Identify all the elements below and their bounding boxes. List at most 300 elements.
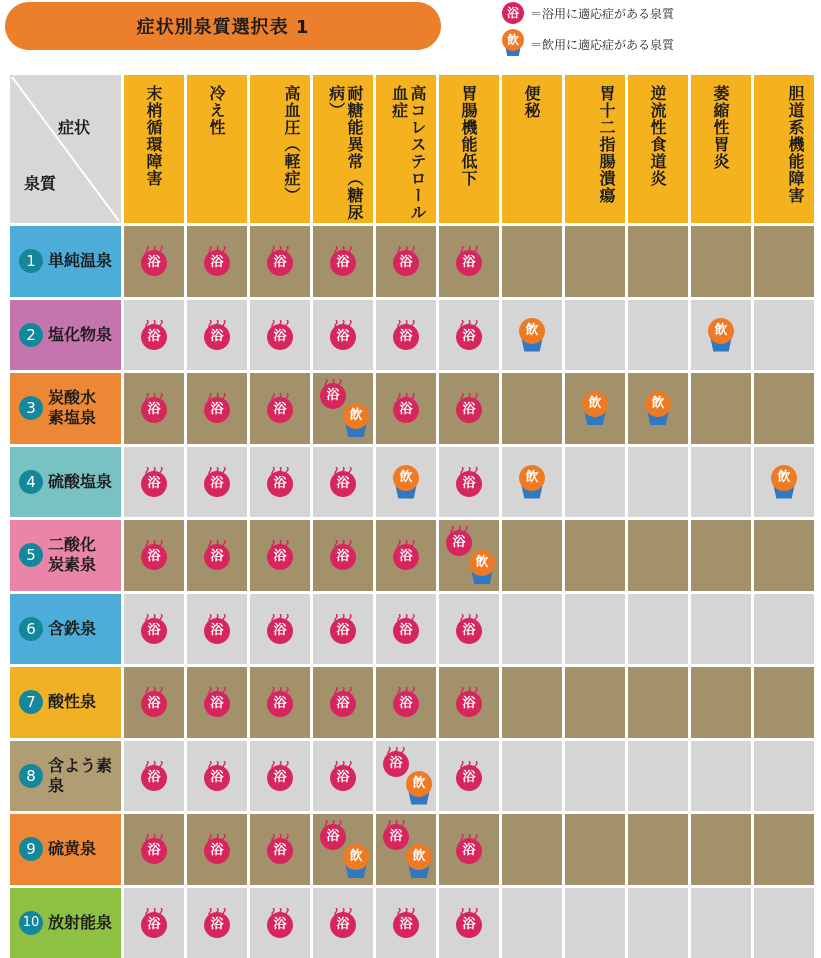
- table-cell: [628, 814, 688, 885]
- bath-hot-spring-icon: [204, 608, 230, 646]
- table-cell: [754, 814, 814, 885]
- bath-hot-spring-icon: [267, 681, 293, 719]
- bath-hot-spring-icon: [267, 755, 293, 793]
- table-cell: [691, 226, 751, 297]
- table-cell: [124, 520, 184, 591]
- table-cell: [502, 888, 562, 958]
- table-cell: [565, 300, 625, 371]
- table-cell: [250, 888, 310, 958]
- bath-badge: 浴: [204, 544, 230, 570]
- bath-hot-spring-icon: [456, 314, 482, 352]
- bath-hot-spring-icon: [330, 902, 356, 940]
- table-cell: [439, 888, 499, 958]
- row-number-badge: 6: [19, 617, 43, 641]
- bath-hot-spring-icon: [267, 608, 293, 646]
- column-header: [439, 75, 499, 223]
- bath-badge: 浴: [267, 324, 293, 350]
- table-cell: [376, 226, 436, 297]
- spring-type-name: 硫酸塩泉: [48, 472, 112, 492]
- bath-hot-spring-icon: [204, 534, 230, 572]
- table-cell: [187, 520, 247, 591]
- spring-type-name: 放射能泉: [48, 913, 112, 933]
- bath-badge: 浴: [393, 324, 419, 350]
- bath-badge: 浴: [141, 324, 167, 350]
- bath-badge: 浴: [446, 530, 472, 556]
- column-header: [187, 75, 247, 223]
- bath-hot-spring-icon: [456, 681, 482, 719]
- column-header: [754, 75, 814, 223]
- table-cell: [313, 300, 373, 371]
- bath-hot-spring-icon: [330, 755, 356, 793]
- bath-badge: 浴: [267, 397, 293, 423]
- table-cell: [628, 667, 688, 738]
- table-cell: [376, 888, 436, 958]
- spring-type-name: 二酸化 炭素泉: [48, 535, 96, 575]
- table-cell: [691, 667, 751, 738]
- page-title: 症状別泉質選択表 1: [5, 2, 441, 50]
- table-cell: [376, 667, 436, 738]
- bath-hot-spring-icon: [393, 534, 419, 572]
- table-cell: [313, 667, 373, 738]
- column-header-label: 胃腸機能低下: [459, 85, 477, 187]
- table-cell: [628, 226, 688, 297]
- drink-cup-icon: [644, 391, 672, 429]
- bath-hot-spring-icon: [204, 461, 230, 499]
- bath-badge: 浴: [456, 618, 482, 644]
- table-cell: [628, 520, 688, 591]
- table-cell: [250, 520, 310, 591]
- table-cell: [691, 888, 751, 958]
- table-cell: [187, 373, 247, 444]
- table-cell: [502, 447, 562, 518]
- bath-badge: 浴: [204, 838, 230, 864]
- spring-type-name: 含鉄泉: [48, 619, 96, 639]
- bath-hot-spring-icon: [267, 314, 293, 352]
- table-cell: [502, 814, 562, 885]
- table-cell: [376, 520, 436, 591]
- bath-hot-spring-icon: [456, 387, 482, 425]
- table-cell: [124, 814, 184, 885]
- bath-badge: 浴: [204, 765, 230, 791]
- drink-cup-icon: [518, 465, 546, 503]
- bath-badge: 浴: [204, 912, 230, 938]
- drink-cup-icon: [405, 771, 433, 809]
- table-cell: [250, 741, 310, 812]
- table-cell: [502, 373, 562, 444]
- bath-badge: 浴: [330, 912, 356, 938]
- row-label-6: [10, 594, 121, 665]
- table-cell: [502, 594, 562, 665]
- bath-badge: 浴: [456, 324, 482, 350]
- table-cell: [628, 447, 688, 518]
- column-header-label: 高血圧（軽症）: [282, 85, 300, 204]
- row-number-badge: 4: [19, 470, 43, 494]
- table-cell: [376, 594, 436, 665]
- bath-badge: 浴: [141, 544, 167, 570]
- drink-cup-icon: [392, 465, 420, 503]
- spring-type-name: 炭酸水 素塩泉: [48, 388, 96, 428]
- bath-hot-spring-icon: [393, 608, 419, 646]
- bath-hot-spring-icon: [330, 608, 356, 646]
- row-number-badge: 9: [19, 837, 43, 861]
- table-cell: [754, 520, 814, 591]
- bath-badge: 浴: [320, 383, 346, 409]
- column-header-label: 萎縮性胃炎: [711, 85, 729, 170]
- table-cell: [628, 741, 688, 812]
- drink-badge: 飲: [343, 403, 369, 429]
- column-header: [124, 75, 184, 223]
- bath-hot-spring-icon: [141, 681, 167, 719]
- bath-hot-spring-icon: [393, 387, 419, 425]
- bath-badge: 浴: [320, 824, 346, 850]
- bath-hot-spring-icon: [456, 828, 482, 866]
- table-cell: [628, 594, 688, 665]
- table-cell: [124, 594, 184, 665]
- bath-hot-spring-icon: [141, 387, 167, 425]
- bath-badge: 浴: [456, 471, 482, 497]
- column-header: [502, 75, 562, 223]
- drink-badge: 飲: [393, 465, 419, 491]
- column-header-label: 耐糖能異常（糖尿病）: [326, 85, 363, 223]
- table-cell: [754, 226, 814, 297]
- bath-badge: 浴: [141, 912, 167, 938]
- row-number-badge: 3: [19, 396, 43, 420]
- legend-bath: [502, 0, 674, 26]
- table-cell: [313, 520, 373, 591]
- bath-badge: 浴: [267, 838, 293, 864]
- drink-badge: 飲: [469, 550, 495, 576]
- legend-drink: [502, 31, 674, 57]
- table-cell: [187, 447, 247, 518]
- bath-badge: 浴: [267, 544, 293, 570]
- table-cell: [187, 300, 247, 371]
- bath-hot-spring-icon: [267, 534, 293, 572]
- bath-badge: 浴: [204, 250, 230, 276]
- table-cell: [754, 300, 814, 371]
- bath-badge: 浴: [456, 397, 482, 423]
- bath-badge: 浴: [141, 838, 167, 864]
- table-cell: [439, 520, 499, 591]
- bath-badge: 浴: [141, 471, 167, 497]
- table-cell: [250, 594, 310, 665]
- column-header: [691, 75, 751, 223]
- bath-hot-spring-icon: [267, 828, 293, 866]
- row-label-2: [10, 300, 121, 371]
- table-cell: [439, 373, 499, 444]
- bath-hot-spring-icon: [393, 240, 419, 278]
- bath-hot-spring-icon: [141, 314, 167, 352]
- table-cell: [565, 447, 625, 518]
- table-cell: [439, 447, 499, 518]
- bath-badge: 浴: [204, 471, 230, 497]
- table-cell: [565, 373, 625, 444]
- bath-hot-spring-icon: [393, 314, 419, 352]
- table-cell: [439, 300, 499, 371]
- bath-hot-spring-icon: [456, 461, 482, 499]
- bath-badge: 浴: [330, 765, 356, 791]
- table-cell: [124, 667, 184, 738]
- table-cell: [313, 814, 373, 885]
- table-cell: [376, 447, 436, 518]
- bath-badge: 浴: [141, 618, 167, 644]
- table-cell: [691, 373, 751, 444]
- row-number-badge: 1: [19, 249, 43, 273]
- column-header-label: 便秘: [522, 85, 540, 119]
- table-cell: [754, 594, 814, 665]
- bath-hot-spring-icon: [456, 240, 482, 278]
- column-header: [313, 75, 373, 223]
- bath-hot-spring-icon: [141, 755, 167, 793]
- bath-hot-spring-icon: [393, 681, 419, 719]
- table-cell: [628, 373, 688, 444]
- spring-type-name: 塩化物泉: [48, 325, 112, 345]
- row-label-5: [10, 520, 121, 591]
- row-label-3: [10, 373, 121, 444]
- drink-cup-icon: [342, 844, 370, 882]
- bath-hot-spring-icon: [204, 314, 230, 352]
- bath-hot-spring-icon: [141, 902, 167, 940]
- column-header: [376, 75, 436, 223]
- bath-hot-spring-icon: [267, 902, 293, 940]
- table-cell: [124, 226, 184, 297]
- bath-badge: 浴: [204, 618, 230, 644]
- table-cell: [565, 741, 625, 812]
- bath-badge: 浴: [330, 324, 356, 350]
- bath-hot-spring-icon: [141, 534, 167, 572]
- bath-hot-spring-icon: [330, 240, 356, 278]
- table-cell: [502, 520, 562, 591]
- table-cell: [502, 226, 562, 297]
- drink-cup-icon: [707, 318, 735, 356]
- table-cell: [754, 741, 814, 812]
- bath-badge: 浴: [267, 912, 293, 938]
- drink-cup-icon: [405, 844, 433, 882]
- bath-hot-spring-icon: [204, 240, 230, 278]
- bath-hot-spring-icon: [456, 608, 482, 646]
- table-cell: [376, 373, 436, 444]
- bath-badge: 浴: [330, 544, 356, 570]
- column-header-label: 胆道系機能障害: [786, 85, 804, 204]
- bath-badge: 浴: [456, 250, 482, 276]
- bath-hot-spring-icon: [141, 608, 167, 646]
- table-cell: [187, 667, 247, 738]
- table-cell: [313, 594, 373, 665]
- bath-badge: 浴: [330, 691, 356, 717]
- table-cell: [124, 447, 184, 518]
- table-cell: [187, 888, 247, 958]
- row-label-10: [10, 888, 121, 958]
- bath-badge: 浴: [393, 691, 419, 717]
- bath-badge: 浴: [330, 618, 356, 644]
- drink-cup-icon: [581, 391, 609, 429]
- table-cell: [691, 814, 751, 885]
- table-cell: [691, 520, 751, 591]
- drink-cup-icon: [468, 550, 496, 588]
- bath-badge: 浴: [456, 765, 482, 791]
- bath-badge: 浴: [456, 912, 482, 938]
- column-header-label: 末梢循環障害: [144, 85, 162, 187]
- table-cell: [691, 741, 751, 812]
- bath-hot-spring-icon: [456, 755, 482, 793]
- table-cell: [250, 667, 310, 738]
- table-cell: [565, 520, 625, 591]
- bath-badge: 浴: [393, 397, 419, 423]
- table-cell: [313, 373, 373, 444]
- drink-badge: 飲: [582, 391, 608, 417]
- table-cell: [250, 814, 310, 885]
- bath-badge: 浴: [141, 250, 167, 276]
- bath-hot-spring-icon: [267, 240, 293, 278]
- row-number-badge: 2: [19, 323, 43, 347]
- table-cell: [250, 226, 310, 297]
- table-cell: [439, 226, 499, 297]
- table-cell: [313, 888, 373, 958]
- drink-cup-icon: [342, 403, 370, 441]
- drink-badge: 飲: [406, 844, 432, 870]
- table-cell: [754, 373, 814, 444]
- bath-hot-spring-icon: [204, 902, 230, 940]
- bath-hot-spring-icon: [330, 314, 356, 352]
- bath-hot-spring-icon: [141, 828, 167, 866]
- table-cell: [691, 300, 751, 371]
- bath-badge: 浴: [393, 250, 419, 276]
- bath-badge: 浴: [204, 324, 230, 350]
- table-cell: [250, 447, 310, 518]
- drink-badge: 飲: [519, 318, 545, 344]
- row-number-badge: 8: [19, 764, 43, 788]
- table-cell: [376, 741, 436, 812]
- bath-badge: 浴: [204, 397, 230, 423]
- table-cell: [313, 226, 373, 297]
- bath-hot-spring-icon: [330, 681, 356, 719]
- table-cell: [754, 888, 814, 958]
- bath-badge: 浴: [383, 751, 409, 777]
- bath-hot-spring-icon: [204, 828, 230, 866]
- bath-badge: 浴: [456, 691, 482, 717]
- table-cell: [124, 300, 184, 371]
- bath-hot-spring-icon: [204, 387, 230, 425]
- bath-badge: 浴: [456, 838, 482, 864]
- spring-type-name: 単純温泉: [48, 251, 112, 271]
- bath-badge: 浴: [267, 765, 293, 791]
- table-cell: [565, 814, 625, 885]
- drink-badge: 飲: [771, 465, 797, 491]
- table-cell: [565, 888, 625, 958]
- table-cell: [754, 667, 814, 738]
- drink-cup-icon: [518, 318, 546, 356]
- bath-badge: 浴: [141, 397, 167, 423]
- bath-badge: 浴: [204, 691, 230, 717]
- table-cell: [439, 814, 499, 885]
- drink-badge: 飲: [645, 391, 671, 417]
- bath-hot-spring-icon: [393, 902, 419, 940]
- column-header-label: 冷え性: [207, 85, 225, 136]
- table-cell: [565, 667, 625, 738]
- drink-badge: 飲: [406, 771, 432, 797]
- drink-badge: 飲: [708, 318, 734, 344]
- bath-badge: 浴: [141, 765, 167, 791]
- table-cell: [250, 300, 310, 371]
- row-number-badge: 5: [19, 543, 43, 567]
- table-cell: [628, 300, 688, 371]
- drink-legend-icon: 飲: [502, 29, 524, 59]
- table-cell: [187, 814, 247, 885]
- table-cell: [124, 373, 184, 444]
- table-cell: [565, 226, 625, 297]
- column-header-label: 逆流性食道炎: [648, 85, 666, 187]
- table-cell: [565, 594, 625, 665]
- bath-badge: 浴: [267, 471, 293, 497]
- bath-legend-icon: 浴: [502, 2, 524, 24]
- table-cell: [691, 447, 751, 518]
- bath-hot-spring-icon: [267, 387, 293, 425]
- table-cell: [124, 741, 184, 812]
- bath-badge: 浴: [267, 618, 293, 644]
- bath-badge: 浴: [267, 250, 293, 276]
- legend-bath-text: ＝浴用に適応症がある泉質: [530, 5, 674, 22]
- table-cell: [502, 741, 562, 812]
- bath-badge: 浴: [141, 691, 167, 717]
- bath-hot-spring-icon: [330, 534, 356, 572]
- corner-spring-label: 泉質: [24, 171, 56, 194]
- row-label-8: [10, 741, 121, 812]
- row-number-badge: 10: [19, 911, 43, 935]
- table-cell: [502, 667, 562, 738]
- legend-drink-text: ＝飲用に適応症がある泉質: [530, 36, 674, 53]
- table-cell: [187, 741, 247, 812]
- row-label-7: [10, 667, 121, 738]
- table-cell: [502, 300, 562, 371]
- bath-hot-spring-icon: [141, 240, 167, 278]
- row-label-1: [10, 226, 121, 297]
- column-header: [565, 75, 625, 223]
- row-number-badge: 7: [19, 690, 43, 714]
- bath-hot-spring-icon: [267, 461, 293, 499]
- row-label-4: [10, 447, 121, 518]
- column-header: [250, 75, 310, 223]
- bath-badge: 浴: [330, 471, 356, 497]
- table-cell: [439, 594, 499, 665]
- table-cell: [691, 594, 751, 665]
- bath-hot-spring-icon: [204, 681, 230, 719]
- table-cell: [313, 447, 373, 518]
- table-cell: [439, 667, 499, 738]
- bath-hot-spring-icon: [141, 461, 167, 499]
- bath-badge: 浴: [393, 912, 419, 938]
- table-cell: [376, 814, 436, 885]
- column-header-label: 高コレステロール血症: [389, 85, 426, 223]
- spring-type-name: 硫黄泉: [48, 839, 96, 859]
- table-cell: [754, 447, 814, 518]
- table-cell: [439, 741, 499, 812]
- table-cell: [124, 888, 184, 958]
- bath-badge: 浴: [267, 691, 293, 717]
- bath-badge: 浴: [393, 544, 419, 570]
- drink-badge: 飲: [519, 465, 545, 491]
- table-cell: [187, 226, 247, 297]
- drink-badge: 飲: [343, 844, 369, 870]
- table-cell: [313, 741, 373, 812]
- header-corner: [10, 75, 121, 223]
- spring-type-name: 酸性泉: [48, 692, 96, 712]
- spring-type-name: 含よう素 泉: [48, 756, 112, 796]
- table-cell: [376, 300, 436, 371]
- bath-badge: 浴: [383, 824, 409, 850]
- row-label-9: [10, 814, 121, 885]
- drink-cup-icon: [770, 465, 798, 503]
- column-header: [628, 75, 688, 223]
- bath-hot-spring-icon: [456, 902, 482, 940]
